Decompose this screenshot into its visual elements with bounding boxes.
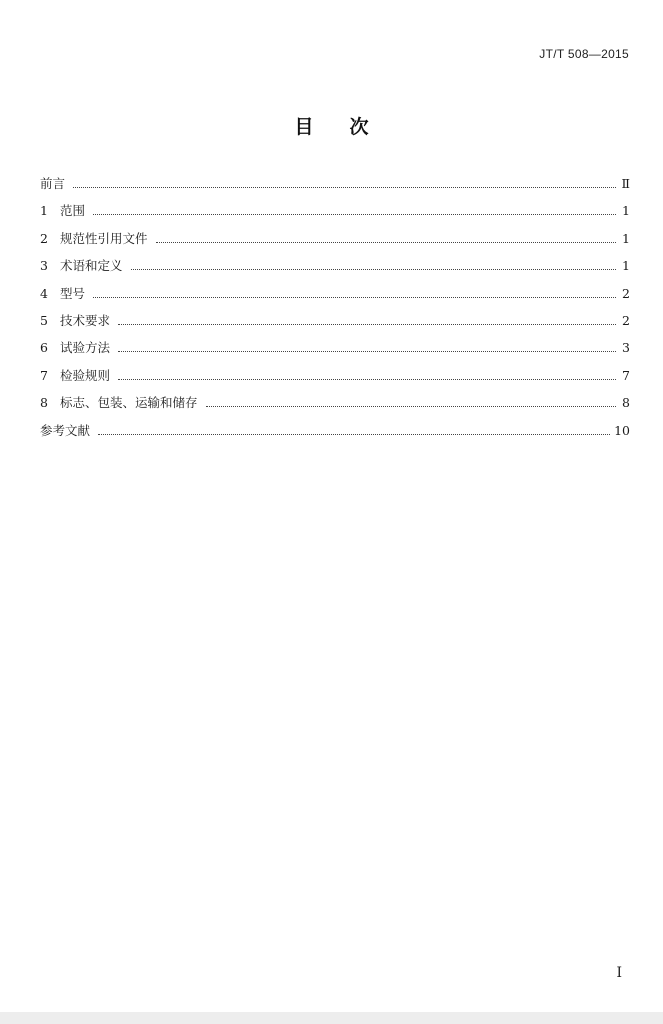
- toc-entry-inspection-rules[interactable]: [40, 368, 630, 395]
- toc-entry-number: 1: [40, 203, 48, 219]
- toc-dot-leader: [118, 378, 616, 380]
- toc-entry-page: 2: [622, 285, 630, 301]
- toc-entry-label: 前言: [40, 176, 66, 191]
- toc-entry-label: 参考文献: [40, 422, 91, 438]
- toc-entry-label: 检验规则: [60, 367, 111, 383]
- toc-entry-page: 2: [622, 312, 630, 328]
- toc-entry-foreword[interactable]: [40, 176, 630, 203]
- toc-entry-terms-definitions[interactable]: [40, 258, 630, 285]
- toc-entry-label: 范围: [60, 203, 86, 219]
- toc-dot-leader: [206, 405, 616, 407]
- toc-entry-number: 5: [40, 312, 48, 328]
- toc-entry-scope[interactable]: [40, 203, 630, 230]
- toc-entry-number: 2: [40, 230, 48, 246]
- toc-entry-number: 3: [40, 258, 48, 274]
- toc-entry-label: 术语和定义: [60, 258, 123, 274]
- toc-entry-page: 7: [622, 367, 630, 383]
- toc-entry-number: 8: [40, 395, 48, 411]
- toc-entry-label: 标志、包装、运输和储存: [60, 395, 198, 411]
- toc-entry-number: 6: [40, 340, 48, 356]
- toc-entry-page: 1: [622, 230, 630, 246]
- toc-dot-leader: [118, 323, 616, 325]
- toc-entry-page: 10: [614, 422, 630, 438]
- toc-dot-leader: [118, 350, 616, 352]
- toc-dot-leader: [98, 433, 610, 435]
- toc-entry-label: 型号: [60, 285, 86, 301]
- toc-entry-bibliography[interactable]: [40, 423, 630, 450]
- toc-entry-label: 规范性引用文件: [60, 230, 148, 246]
- toc-entry-normative-references[interactable]: [40, 231, 630, 258]
- toc-entry-page: 8: [622, 395, 630, 411]
- standard-code: JT/T 508—2015: [539, 47, 629, 61]
- page-title: 目次: [294, 116, 405, 138]
- toc-entry-test-methods[interactable]: [40, 340, 630, 367]
- page-number: I: [616, 965, 622, 981]
- toc-dot-leader: [93, 213, 616, 215]
- toc-entry-number: 4: [40, 285, 48, 301]
- toc-entry-number: 7: [40, 367, 48, 383]
- toc-entry-page: Ⅱ: [621, 176, 630, 191]
- table-of-contents: [40, 176, 630, 450]
- toc-entry-page: 1: [622, 258, 630, 274]
- toc-dot-leader: [131, 268, 616, 270]
- toc-dot-leader: [93, 296, 616, 298]
- toc-entry-marking-packaging[interactable]: [40, 395, 630, 422]
- toc-entry-technical-requirements[interactable]: [40, 313, 630, 340]
- toc-entry-page: 3: [622, 340, 630, 356]
- toc-entry-label: 技术要求: [60, 312, 111, 328]
- toc-dot-leader: [73, 186, 616, 188]
- toc-entry-page: 1: [622, 203, 630, 219]
- toc-dot-leader: [156, 241, 616, 243]
- toc-entry-model[interactable]: [40, 286, 630, 313]
- toc-entry-label: 试验方法: [60, 340, 111, 356]
- page-bottom-edge: [0, 1012, 663, 1024]
